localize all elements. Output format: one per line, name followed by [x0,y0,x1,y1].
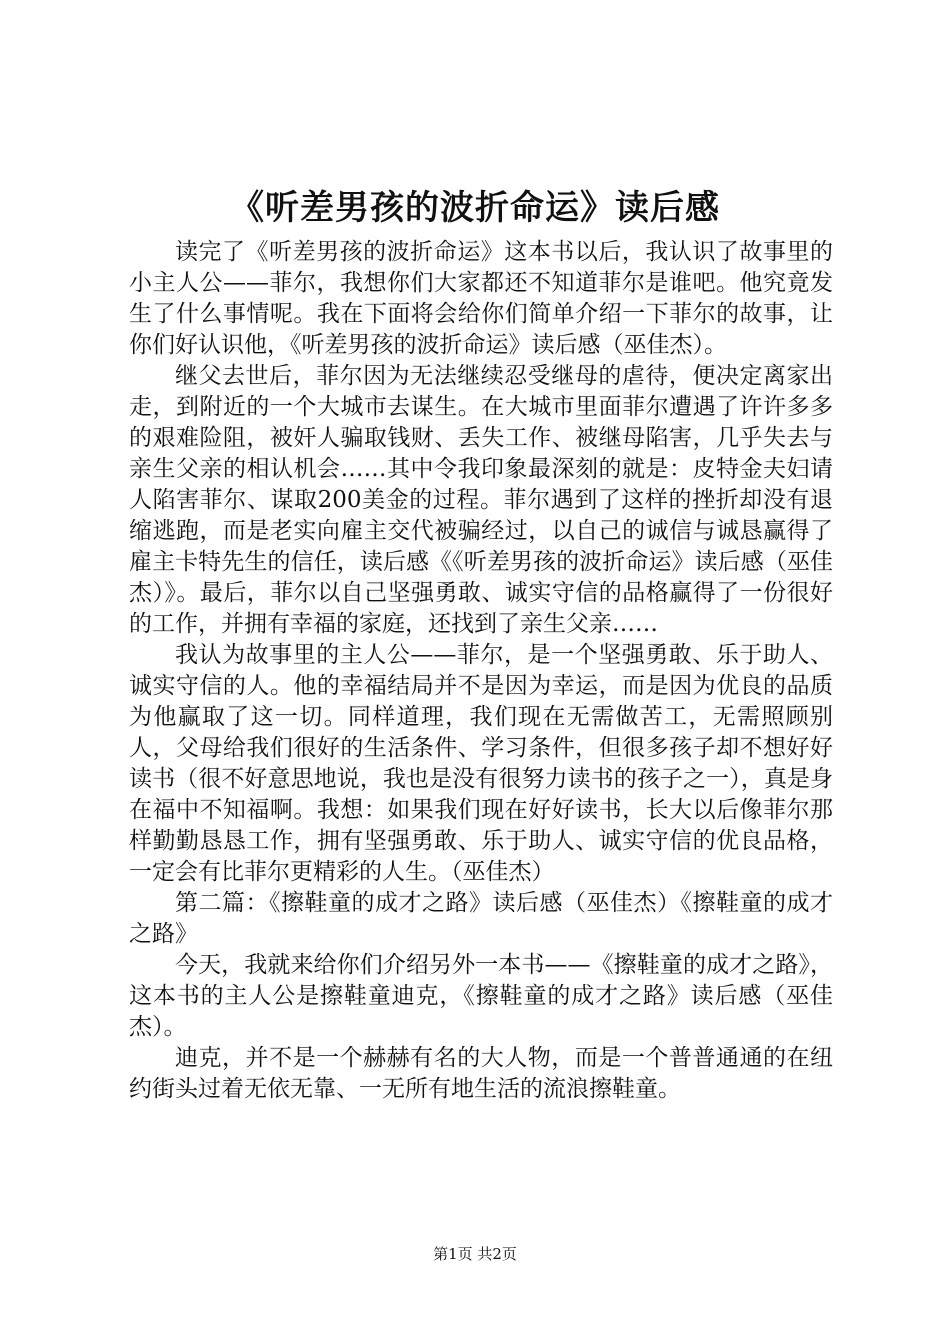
paragraph-second-intro: 今天，我就来给你们介绍另外一本书——《擦鞋童的成才之路》，这本书的主人公是擦鞋童迪克，《擦鞋童的成才之路》读后感（巫佳杰）。 [129,952,833,1040]
paragraph-intro: 读完了《听差男孩的波折命运》这本书以后，我认识了故事里的小主人公——菲尔，我想你们大家都还不知道菲尔是谁吧。他究竟发生了什么事情呢。我在下面将会给你们简单介绍一下菲尔的故事，让你们好认识他，《听差男孩的波折命运》读后感（巫佳杰）。 [129,239,833,358]
paragraph-story: 继父去世后，菲尔因为无法继续忍受继母的虐待，便决定离家出走，到附近的一个大城市去谋生。在大城市里面菲尔遭遇了许许多多的艰难险阻，被奸人骗取钱财、丢失工作、被继母陷害，几乎失去与亲生父亲的相认机会……其中令我印象最深刻的就是：皮特金夫妇请人陷害菲尔、谋取200美金的过程。菲尔遇到了这样的挫折却没有退缩逃跑，而是老实向雇主交代被骗经过，以自己的诚信与诚恳赢得了雇主卡特先生的信任，读后感《《听差男孩的波折命运》读后感（巫佳杰）》。最后，菲尔以自己坚强勇敢、诚实守信的品格赢得了一份很好的工作，并拥有幸福的家庭，还找到了亲生父亲…… [129,363,833,637]
document-body [129,237,833,1105]
paragraph-reflection: 我认为故事里的主人公——菲尔，是一个坚强勇敢、乐于助人、诚实守信的人。他的幸福结局并不是因为幸运，而是因为优良的品质为他赢取了这一切。同样道理，我们现在无需做苦工，无需照顾别人，父母给我们很好的生活条件、学习条件，但很多孩子却不想好好读书（很不好意思地说，我也是没有很努力读书的孩子之一），真是身在福中不知福啊。我想：如果我们现在好好读书，长大以后像菲尔那样勤勤恳恳工作，拥有坚强勇敢、乐于助人、诚实守信的优良品格，一定会有比菲尔更精彩的人生。（巫佳杰） [129,642,833,885]
paragraph-second-chapter-heading: 第二篇：《擦鞋童的成才之路》读后感（巫佳杰）《擦鞋童的成才之路》 [129,890,833,947]
paragraph-dick: 迪克，并不是一个赫赫有名的大人物，而是一个普普通通的在纽约街头过着无依无靠、一无所有地生活的流浪擦鞋童。 [129,1045,833,1102]
document-title: 《听差男孩的波折命运》读后感 [230,188,720,228]
page-number-footer: 第1页 共2页 [433,1245,517,1263]
